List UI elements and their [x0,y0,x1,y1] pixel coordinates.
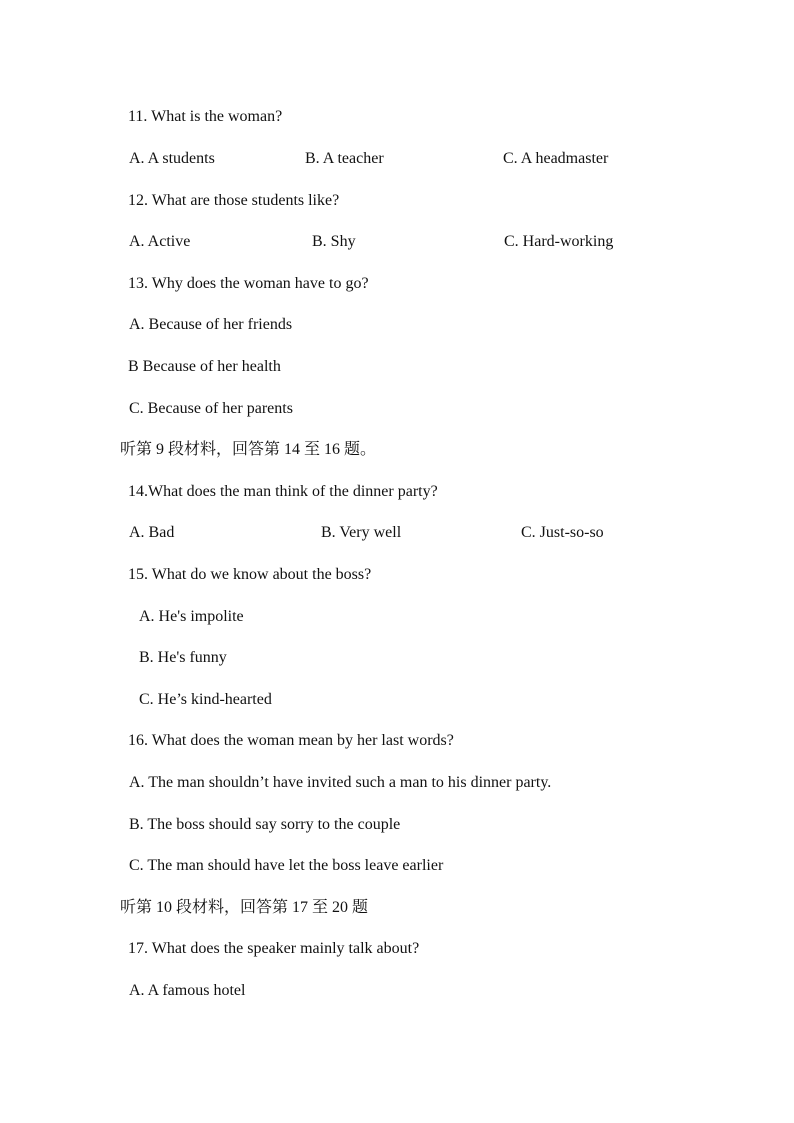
q17-option-a: A. A famous hotel [129,982,246,999]
q14-option-b: B. Very well [321,524,402,541]
question-14: 14.What does the man think of the dinner party? [128,483,438,500]
q13-option-c: C. Because of her parents [129,400,293,417]
q11-option-c: C. A headmaster [503,150,609,167]
q14-option-a: A. Bad [129,524,175,541]
q13-option-a: A. Because of her friends [129,316,293,333]
question-15: 15. What do we know about the boss? [128,566,372,583]
q15-option-a: A. He's impolite [139,608,244,625]
q15-option-c: C. He’s kind-hearted [139,691,272,708]
q11-option-a: A. A students [129,150,215,167]
q16-option-c: C. The man should have let the boss leave earlier [129,857,444,874]
section-9-instruction: 听第 9 段材料，回答第 14 至 16 题。 [120,441,377,458]
q11-option-b: B. A teacher [305,150,384,167]
q14-option-c: C. Just-so-so [521,524,604,541]
q12-option-b: B. Shy [312,233,356,250]
question-16: 16. What does the woman mean by her last words? [128,732,454,749]
q12-option-a: A. Active [129,233,191,250]
question-17: 17. What does the speaker mainly talk about? [128,940,420,957]
q13-option-b: B Because of her health [128,358,281,375]
q12-option-c: C. Hard-working [504,233,614,250]
question-13: 13. Why does the woman have to go? [128,275,369,292]
section-10-instruction: 听第 10 段材料，回答第 17 至 20 题 [120,899,369,916]
q15-option-b: B. He's funny [139,649,227,666]
q16-option-b: B. The boss should say sorry to the couple [129,816,401,833]
question-11: 11. What is the woman? [128,108,283,125]
question-12: 12. What are those students like? [128,192,340,209]
q16-option-a: A. The man shouldn’t have invited such a man to his dinner party. [129,774,552,791]
